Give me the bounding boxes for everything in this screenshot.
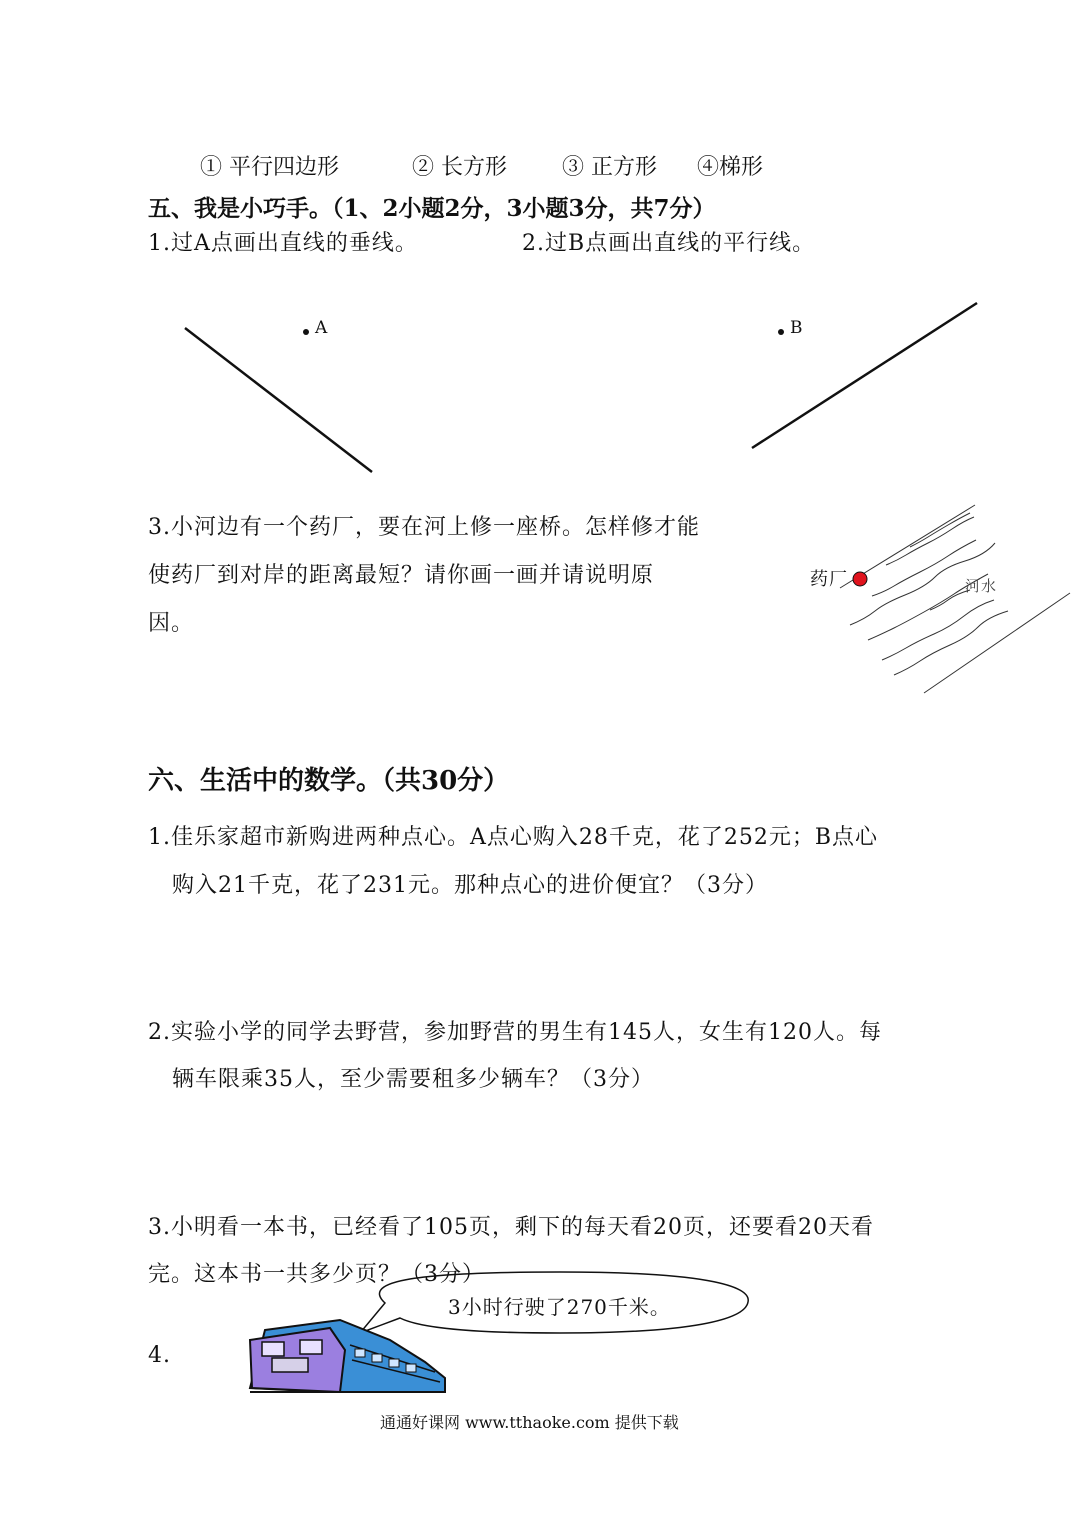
section-6-q2-line2: 辆车限乘35人，至少需要租多少辆车？（3分） xyxy=(172,1067,654,1092)
section-6-title: 六、生活中的数学。（共30分） xyxy=(148,766,510,796)
line-q2 xyxy=(752,303,977,448)
section-5-q1: 1.过A点画出直线的垂线。 xyxy=(148,231,418,256)
option-trapezoid: ④梯形 xyxy=(697,155,764,180)
option-rectangle: ② 长方形 xyxy=(412,155,507,180)
option-parallelogram: ① 平行四边形 xyxy=(200,155,339,180)
section-5-title: 五、我是小巧手。（1、2小题2分，3小题3分，共7分） xyxy=(148,195,716,222)
section-5-q3-line2: 使药厂到对岸的距离最短？请你画一画并请说明原 xyxy=(148,563,655,588)
option-square: ③ 正方形 xyxy=(562,155,657,180)
factory-label: 药厂 xyxy=(810,569,848,590)
point-b-dot xyxy=(778,329,784,335)
section-5-q3-line3: 因。 xyxy=(148,611,195,636)
section-5-q3-line1: 3.小河边有一个药厂，要在河上修一座桥。怎样修才能 xyxy=(148,515,700,540)
river-label: 河水 xyxy=(965,577,998,595)
section-6-q4-label: 4. xyxy=(148,1343,171,1368)
factory-dot xyxy=(853,572,867,586)
section-6-q3-line1: 3.小明看一本书，已经看了105页，剩下的每天看20页，还要看20天看 xyxy=(148,1215,874,1240)
section-6-q1-line1: 1.佳乐家超市新购进两种点心。A点心购入28千克，花了252元；B点心 xyxy=(148,825,879,850)
speech-bubble-text: 3小时行驶了270千米。 xyxy=(448,1295,671,1319)
section-5-q2: 2.过B点画出直线的平行线。 xyxy=(522,231,816,256)
river-figure xyxy=(840,505,1070,693)
line-q1 xyxy=(185,328,372,472)
train-icon xyxy=(250,1320,445,1392)
point-b-label: B xyxy=(790,318,804,338)
section-6-q3-line2: 完。这本书一共多少页？（3分） xyxy=(148,1262,485,1287)
point-a-dot xyxy=(303,329,309,335)
point-a-label: A xyxy=(315,318,329,338)
footer-credit: 通通好课网 www.tthaoke.com 提供下载 xyxy=(380,1413,679,1432)
section-6-q2-line1: 2.实验小学的同学去野营，参加野营的男生有145人，女生有120人。每 xyxy=(148,1020,882,1045)
section-6-q1-line2: 购入21千克，花了231元。那种点心的进价便宜？（3分） xyxy=(172,873,768,898)
